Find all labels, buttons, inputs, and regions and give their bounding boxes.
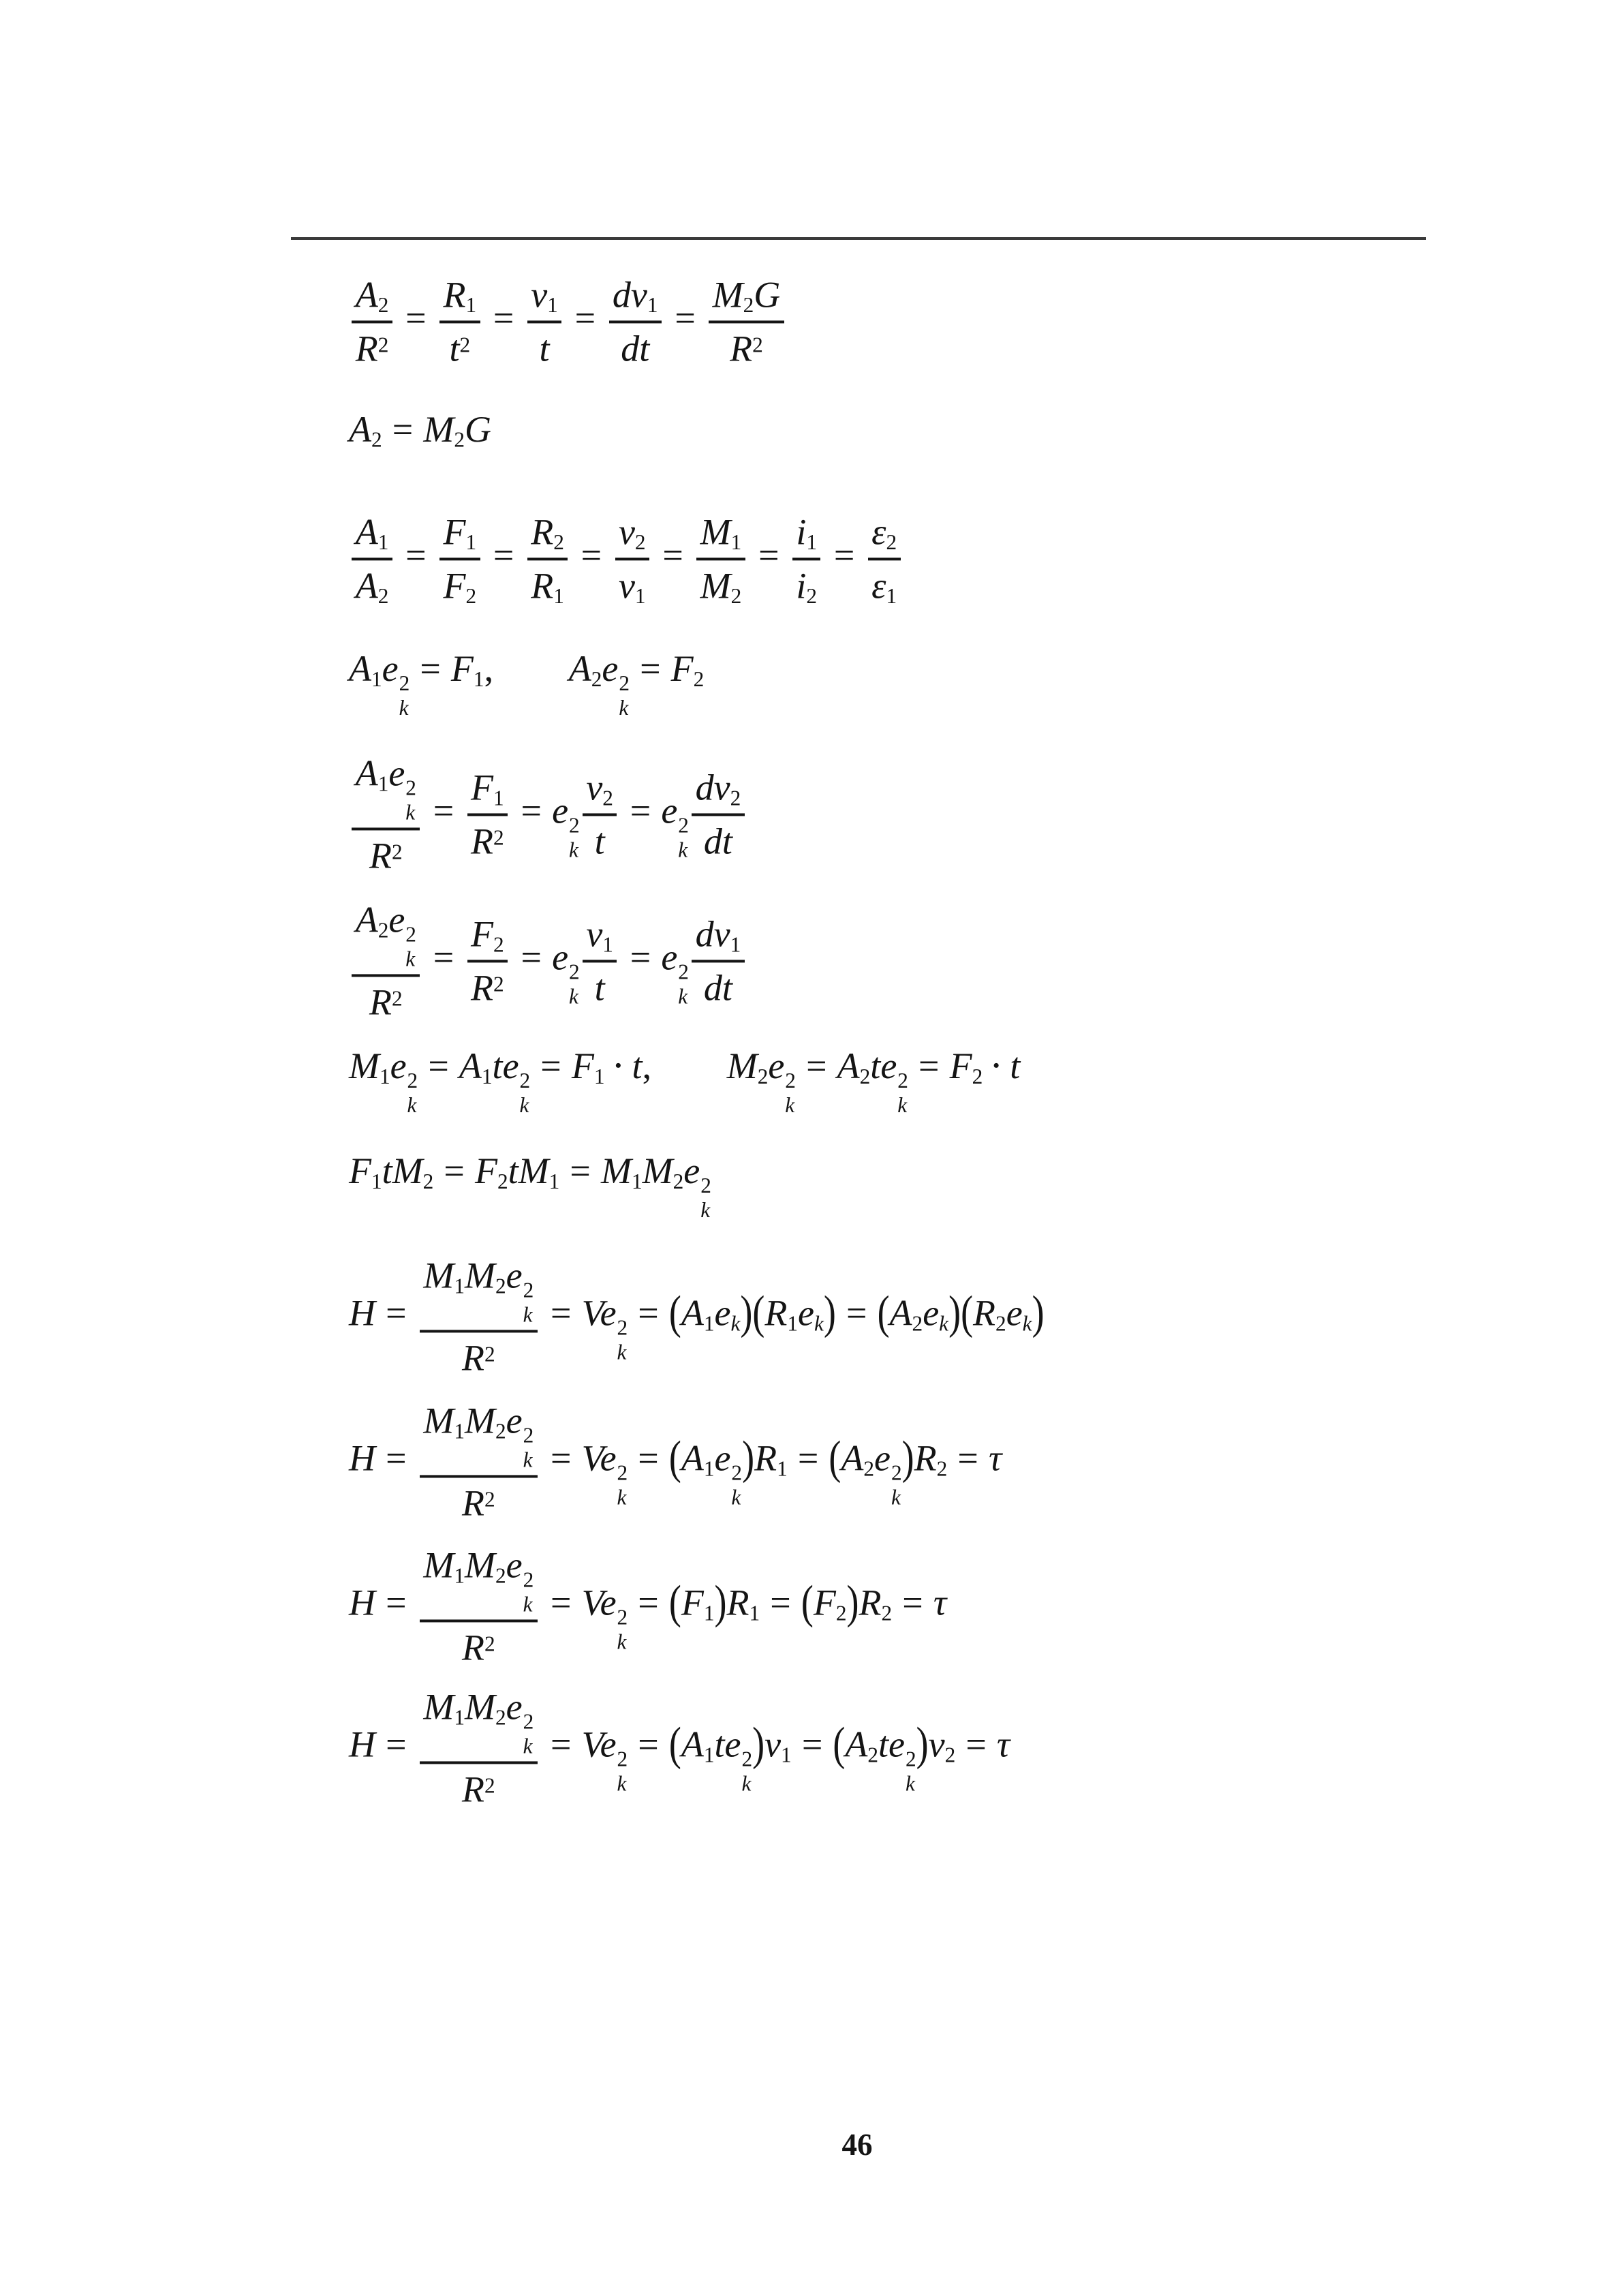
equation-6: $A_2e$ 2 k $R^2$ = $\frac{F_2}{R^2}$ = e 2 k $\frac{v_1}{t}$ = e 2 k $\frac{dv_1}{dt}$ xyxy=(349,898,747,1023)
header-rule xyxy=(291,237,1426,240)
equation-8: $F_1tM_2 = F_2tM_1 = M_1M_2e$ 2 k xyxy=(349,1150,711,1222)
equation-9: H = $M_1M_2e$ 2 k $R^2$ = Ve 2 k = $(A_1e_k)(R_1e_k) = (A_2e_k)(R_2e_k)$ xyxy=(349,1255,1045,1379)
equation-3: $\frac{A_1}{A_2}$ = $\frac{F_1}{F_2}$ = $\frac{R_2}{R_1}$ = $\frac{v_2}{v_1}$ = $\frac{M_1}{M_2}$ = $\frac{i_1}{i_2}$ = $\frac{\varepsilon_2}{\varepsilon_1}$ xyxy=(349,510,903,607)
equation-11: H = $M_1M_2e$ 2 k $R^2$ = Ve 2 k = $(F_1)R_1 = (F_2)R_2 = \tau$ xyxy=(349,1544,947,1668)
equation-10: H = $M_1M_2e$ 2 k $R^2$ = Ve 2 k = ($A_1e$ 2 k )$R_1 = (A_2e$ 2 k )$R_2 = \tau$ xyxy=(349,1400,1002,1524)
page-number: 46 xyxy=(841,2128,873,2162)
equation-2: $A_2 = M_2G$ xyxy=(349,408,491,452)
equation-5: $A_1e$ 2 k $R^2$ = $\frac{F_1}{R^2}$ = e 2 k $\frac{v_2}{t}$ = e 2 k $\frac{dv_2}{dt}$ xyxy=(349,752,747,876)
equation-1: $\frac{A_2}{R^2}$ = $\frac{R_1}{t^2}$ = $\frac{v_1}{t}$ = $\frac{dv_1}{dt}$ = $\frac{M_2G}{R^2}$ xyxy=(349,273,787,369)
equation-4: $A_1e$ 2 k = $F_1$, $A_2e$ 2 k = $F_2$ xyxy=(349,647,705,720)
equation-12: H = $M_1M_2e$ 2 k $R^2$ = Ve 2 k = ($A_1te$ 2 k )$v_1 = (A_2te$ 2 k )$v_2 = \tau$ xyxy=(349,1686,1010,1810)
equation-7: $M_1e$ 2 k = $A_1te$ 2 k = $F_1 \cdot t$, $M_2e$ 2 k = $A_2te$ 2 k = $F_2 \cdot t$ xyxy=(349,1045,1021,1117)
